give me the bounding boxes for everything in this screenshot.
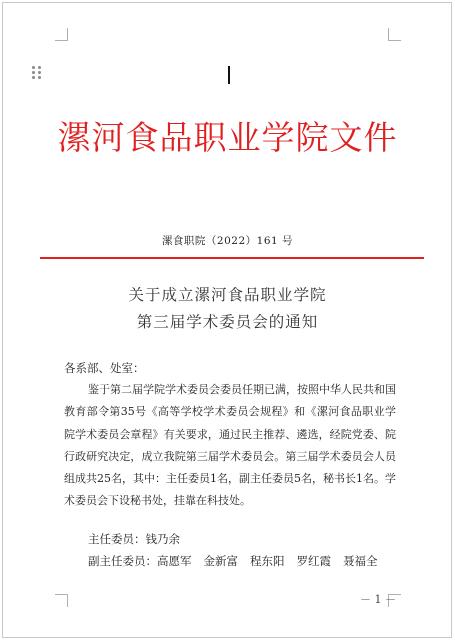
director-label: 主任委员： <box>88 532 146 546</box>
deputy-names <box>157 554 390 568</box>
page-number: － 1 － <box>360 593 396 606</box>
salutation: 各系部、处室： <box>64 361 145 375</box>
body-paragraph: 鉴于第二届学院学术委员会委员任期已满，按照中华人民共和国教育部令第35号《高等学校学术委员会规程》和《漯河食品职业学院学术委员会章程》有关要求，通过民主推荐、遴选，经院党委、院行政研究决定，成立我院第三届学术委员会。第三届学术委员会人员组成共25名，其中：主任委员1名，副主任委员5名，秘书长1名。学术委员会下设秘书处，挂靠在科技处。 <box>64 383 396 508</box>
deputy-name: 程东阳 <box>250 554 285 568</box>
red-divider-rule <box>40 257 424 259</box>
deputy-name: 高愿军 <box>157 554 192 568</box>
text-cursor <box>228 66 230 84</box>
notice-title-line-2: 第三届学术委员会的通知 <box>136 313 319 331</box>
deputy-name: 聂福全 <box>343 554 378 568</box>
deputy-name: 金新富 <box>203 554 238 568</box>
notice-title-line-1: 关于成立漯河食品职业学院 <box>128 286 327 304</box>
crop-mark-top-left <box>55 28 68 41</box>
crop-mark-bottom-left <box>55 594 68 607</box>
deputy-director-line <box>88 553 390 569</box>
deputy-label: 副主任委员： <box>88 554 157 568</box>
crop-mark-top-right <box>388 28 401 41</box>
director-line <box>88 531 180 547</box>
drag-handle-icon[interactable] <box>32 66 42 80</box>
document-number: 漯食职院（2022）161 号 <box>161 235 294 247</box>
director-name: 钱乃余 <box>145 532 180 546</box>
deputy-name: 罗红霞 <box>296 554 331 568</box>
document-header-title: 漯河食品职业学院文件 <box>57 118 398 157</box>
